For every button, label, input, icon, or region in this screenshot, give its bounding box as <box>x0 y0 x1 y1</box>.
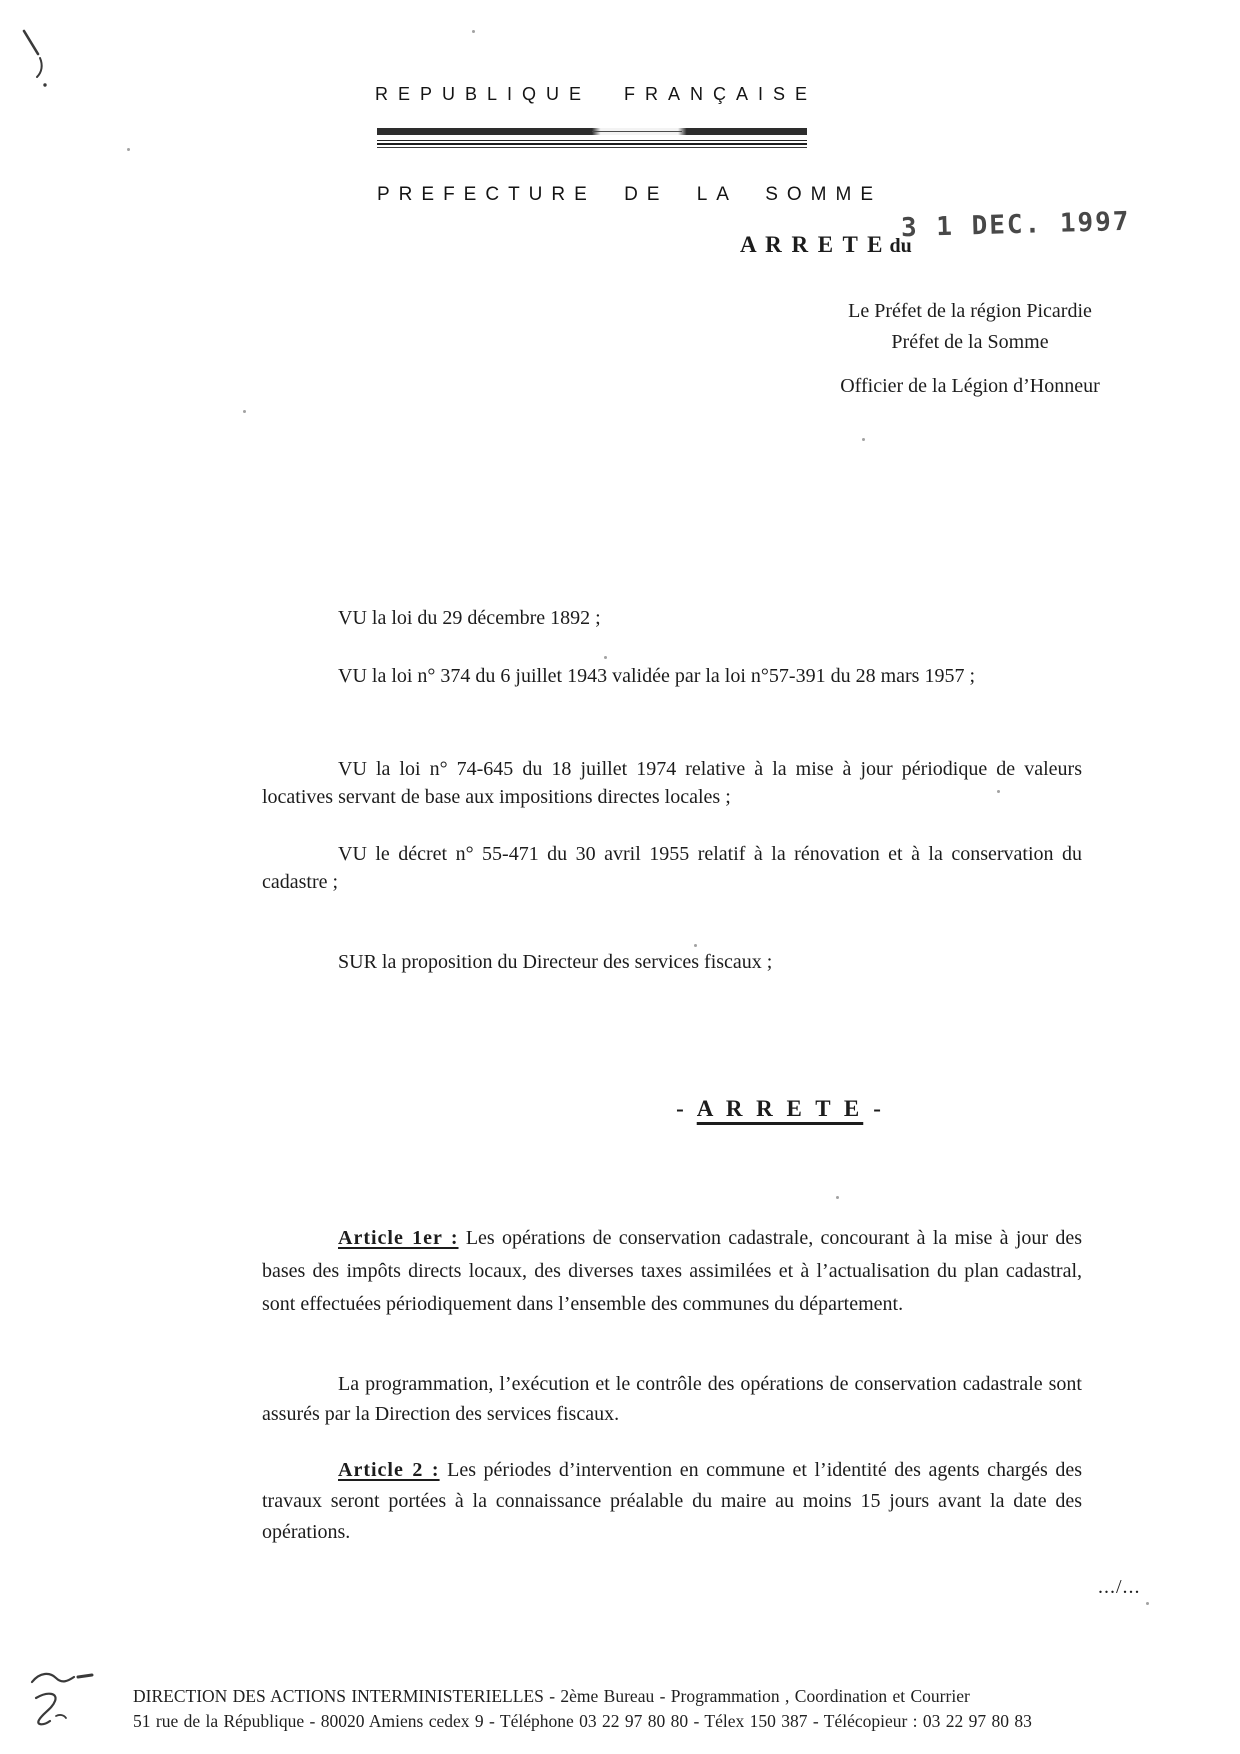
scan-speck <box>604 656 607 659</box>
article-2-text: Les périodes d’intervention en commune et l’identité des agents chargés des travaux seront portées à la connaissance préalable du maire au moins 15 jours avant la date des opérations. <box>262 1459 1082 1543</box>
scan-speck <box>694 944 697 947</box>
decision-word: A R R E T E <box>696 1096 864 1121</box>
handwritten-mark-top-left <box>16 28 66 90</box>
article-1 <box>262 1222 1082 1321</box>
recital-3: VU la loi n° 74-645 du 18 juillet 1974 relative à la mise à jour périodique de valeurs locatives servant de base aux impositions directes locales ; <box>262 758 1082 808</box>
decision-heading <box>560 1096 1000 1122</box>
article-2-label: Article 2 : <box>338 1459 440 1481</box>
issuer-line-3: Officier de la Légion d’Honneur <box>840 375 1100 397</box>
date-stamp: 3 1 DEC. 1997 <box>900 206 1131 244</box>
handwritten-initials <box>26 1664 100 1730</box>
arrete-title-du: du <box>889 235 912 257</box>
issuer-block <box>748 296 1192 402</box>
article-2 <box>262 1455 1082 1548</box>
header-rule <box>377 128 807 148</box>
recital-1: VU la loi du 29 décembre 1892 ; <box>338 607 601 629</box>
scan-speck <box>1146 1602 1149 1605</box>
issuer-line-1: Le Préfet de la région Picardie <box>848 300 1092 322</box>
footer-line-2: 51 rue de la République - 80020 Amiens cedex 9 - Téléphone 03 22 97 80 80 - Télex 150 387 - Télécopieur : 03 22 97 80 83 <box>133 1711 1032 1731</box>
continuation-mark: .../... <box>1098 1576 1141 1598</box>
scan-speck <box>862 438 865 441</box>
decision-dash-right: - <box>873 1096 884 1121</box>
header-republic: REPUBLIQUE FRANÇAISE <box>375 84 818 104</box>
article-1-label: Article 1er : <box>338 1227 459 1249</box>
scan-speck <box>127 148 130 151</box>
arrete-title <box>740 232 912 258</box>
scan-speck <box>836 1196 839 1199</box>
recital-4: VU le décret n° 55-471 du 30 avril 1955 relatif à la rénovation et à la conservation du cadastre ; <box>262 843 1082 893</box>
decision-dash-left: - <box>676 1096 687 1121</box>
article-1-paragraph-2 <box>262 1369 1082 1429</box>
article-1-paragraph-2-text: La programmation, l’exécution et le contrôle des opérations de conservation cadastrale sont assurés par la Direction des services fiscaux. <box>262 1373 1082 1425</box>
recital-sur: SUR la proposition du Directeur des services fiscaux ; <box>338 951 773 973</box>
issuer-line-2: Préfet de la Somme <box>891 331 1049 353</box>
article-1-text: Les opérations de conservation cadastrale, concourant à la mise à jour des bases des impôts directs locaux, des diverses taxes assimilées et à l’actualisation du plan cadastral, sont effectuées périodiquement dans l’ensemble des communes du département. <box>262 1227 1083 1315</box>
header-prefecture: PREFECTURE DE LA SOMME <box>377 184 882 205</box>
arrete-title-word: A R R E T E <box>740 232 885 257</box>
footer-line-1: DIRECTION DES ACTIONS INTERMINISTERIELLES - 2ème Bureau - Programmation , Coordination et Courrier <box>133 1686 970 1706</box>
recital-2: VU la loi n° 374 du 6 juillet 1943 validée par la loi n°57-391 du 28 mars 1957 ; <box>338 665 976 687</box>
scan-speck <box>472 30 475 33</box>
scan-speck <box>243 410 246 413</box>
